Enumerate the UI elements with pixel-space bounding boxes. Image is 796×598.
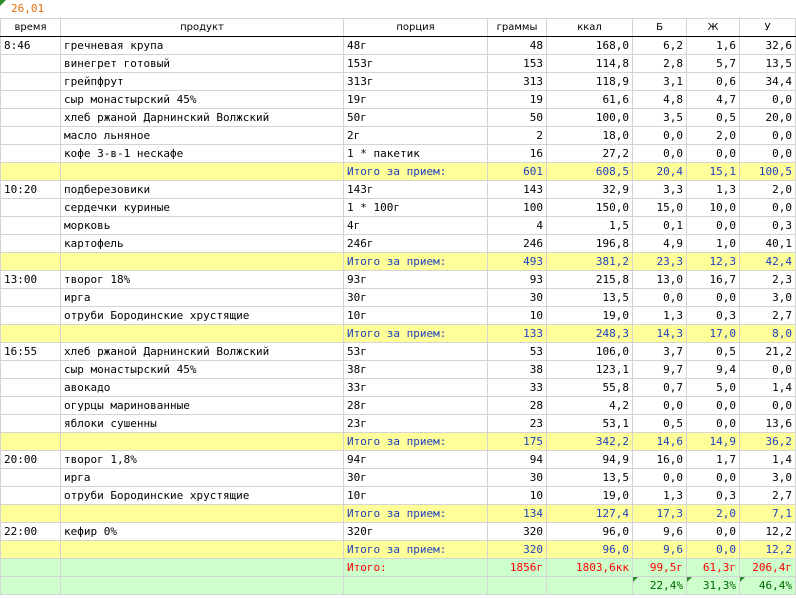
header-kcal[interactable]: ккал [547, 19, 633, 37]
product-cell[interactable]: картофель [61, 235, 344, 253]
fat-cell[interactable]: 1,7 [687, 451, 740, 469]
subtotal-fat[interactable]: 15,1 [687, 163, 740, 181]
total-kcal[interactable]: 1803,6кк [547, 559, 633, 577]
subtotal-protein[interactable]: 14,3 [633, 325, 687, 343]
grams-cell[interactable]: 246 [488, 235, 547, 253]
subtotal-fat[interactable]: 17,0 [687, 325, 740, 343]
portion-cell[interactable]: 93г [344, 271, 488, 289]
portion-cell[interactable]: 33г [344, 379, 488, 397]
header-row [1, 19, 796, 37]
date-cell[interactable] [0, 0, 795, 19]
carbs-cell[interactable]: 0,0 [740, 361, 796, 379]
time-cell[interactable]: 13:00 [1, 271, 61, 289]
carbs-cell[interactable]: 21,2 [740, 343, 796, 361]
product-cell[interactable]: яблоки сушенны [61, 415, 344, 433]
time-cell[interactable] [1, 361, 61, 379]
table-row [1, 55, 796, 73]
table-row [1, 379, 796, 397]
carbs-cell[interactable]: 1,4 [740, 379, 796, 397]
kcal-cell[interactable]: 55,8 [547, 379, 633, 397]
protein-cell[interactable]: 0,0 [633, 397, 687, 415]
header-portion[interactable]: порция [344, 19, 488, 37]
subtotal-grams[interactable]: 601 [488, 163, 547, 181]
table-row [1, 451, 796, 469]
subtotal-label[interactable]: Итого за прием: [344, 163, 488, 181]
protein-cell[interactable]: 0,5 [633, 415, 687, 433]
grams-cell[interactable]: 10 [488, 307, 547, 325]
fat-cell[interactable]: 10,0 [687, 199, 740, 217]
fat-cell[interactable]: 1,6 [687, 37, 740, 55]
table-body [1, 37, 796, 595]
fat-cell[interactable]: 0,6 [687, 73, 740, 91]
carbs-cell[interactable]: 2,7 [740, 487, 796, 505]
table-row [1, 469, 796, 487]
kcal-cell[interactable]: 19,0 [547, 307, 633, 325]
portion-cell[interactable]: 19г [344, 91, 488, 109]
protein-cell[interactable]: 0,0 [633, 145, 687, 163]
table-row [1, 289, 796, 307]
comment-indicator-icon [0, 0, 6, 6]
fat-cell[interactable]: 2,0 [687, 127, 740, 145]
kcal-cell[interactable]: 96,0 [547, 523, 633, 541]
carbs-cell[interactable]: 40,1 [740, 235, 796, 253]
grams-cell[interactable]: 94 [488, 451, 547, 469]
fat-cell[interactable]: 0,3 [687, 307, 740, 325]
kcal-cell[interactable]: 118,9 [547, 73, 633, 91]
product-cell[interactable]: отруби Бородинские хрустящие [61, 307, 344, 325]
fat-cell[interactable]: 16,7 [687, 271, 740, 289]
subtotal-carbs[interactable]: 7,1 [740, 505, 796, 523]
table-row [1, 361, 796, 379]
empty-cell[interactable] [61, 163, 344, 181]
fat-cell[interactable]: 0,3 [687, 487, 740, 505]
protein-cell[interactable]: 2,8 [633, 55, 687, 73]
subtotal-carbs[interactable]: 8,0 [740, 325, 796, 343]
product-cell[interactable]: отруби Бородинские хрустящие [61, 487, 344, 505]
grams-cell[interactable]: 153 [488, 55, 547, 73]
fat-cell[interactable]: 0,0 [687, 217, 740, 235]
kcal-cell[interactable]: 106,0 [547, 343, 633, 361]
portion-cell[interactable]: 313г [344, 73, 488, 91]
time-cell[interactable] [1, 487, 61, 505]
table-row [1, 145, 796, 163]
portion-cell[interactable]: 320г [344, 523, 488, 541]
kcal-cell[interactable]: 27,2 [547, 145, 633, 163]
subtotal-grams[interactable]: 133 [488, 325, 547, 343]
subtotal-kcal[interactable]: 127,4 [547, 505, 633, 523]
protein-cell[interactable]: 9,6 [633, 523, 687, 541]
carbs-cell[interactable]: 0,0 [740, 127, 796, 145]
carbs-cell[interactable]: 32,6 [740, 37, 796, 55]
subtotal-fat[interactable]: 14,9 [687, 433, 740, 451]
protein-cell[interactable]: 0,7 [633, 379, 687, 397]
subtotal-carbs[interactable]: 42,4 [740, 253, 796, 271]
carbs-cell[interactable]: 3,0 [740, 469, 796, 487]
carbs-cell[interactable]: 2,7 [740, 307, 796, 325]
fat-cell[interactable]: 1,3 [687, 181, 740, 199]
subtotal-label[interactable]: Итого за прием: [344, 325, 488, 343]
day-total-row [1, 559, 796, 577]
header-protein[interactable]: Б [633, 19, 687, 37]
grams-cell[interactable]: 2 [488, 127, 547, 145]
kcal-cell[interactable]: 215,8 [547, 271, 633, 289]
subtotal-carbs[interactable]: 36,2 [740, 433, 796, 451]
grams-cell[interactable]: 53 [488, 343, 547, 361]
portion-cell[interactable]: 10г [344, 487, 488, 505]
total-carbs[interactable]: 206,4г [740, 559, 796, 577]
portion-cell[interactable]: 143г [344, 181, 488, 199]
product-cell[interactable]: гречневая крупа [61, 37, 344, 55]
percent-carbs[interactable]: 46,4% [740, 577, 796, 595]
product-cell[interactable]: хлеб ржаной Дарнинский Волжский [61, 109, 344, 127]
header-time[interactable]: время [1, 19, 61, 37]
carbs-cell[interactable]: 2,0 [740, 181, 796, 199]
product-cell[interactable]: сыр монастырский 45% [61, 361, 344, 379]
time-cell[interactable]: 20:00 [1, 451, 61, 469]
carbs-cell[interactable]: 2,3 [740, 271, 796, 289]
kcal-cell[interactable]: 1,5 [547, 217, 633, 235]
protein-cell[interactable]: 0,1 [633, 217, 687, 235]
total-protein[interactable]: 99,5г [633, 559, 687, 577]
time-cell[interactable] [1, 145, 61, 163]
time-cell[interactable] [1, 379, 61, 397]
carbs-cell[interactable]: 13,5 [740, 55, 796, 73]
table-row [1, 73, 796, 91]
fat-cell[interactable]: 1,0 [687, 235, 740, 253]
grams-cell[interactable]: 313 [488, 73, 547, 91]
empty-cell[interactable] [488, 577, 547, 595]
macro-percent-row [1, 577, 796, 595]
product-cell[interactable]: кофе 3-в-1 нескафе [61, 145, 344, 163]
protein-cell[interactable]: 0,0 [633, 289, 687, 307]
product-cell[interactable]: грейпфрут [61, 73, 344, 91]
carbs-cell[interactable]: 0,0 [740, 397, 796, 415]
time-cell[interactable] [1, 217, 61, 235]
meal-subtotal-row [1, 541, 796, 559]
total-grams[interactable]: 1856г [488, 559, 547, 577]
subtotal-kcal[interactable]: 96,0 [547, 541, 633, 559]
table-row [1, 397, 796, 415]
date-label: 26,01 [11, 2, 45, 15]
protein-cell[interactable]: 16,0 [633, 451, 687, 469]
subtotal-fat[interactable]: 0,0 [687, 541, 740, 559]
grams-cell[interactable]: 16 [488, 145, 547, 163]
subtotal-kcal[interactable]: 381,2 [547, 253, 633, 271]
product-cell[interactable]: ирга [61, 289, 344, 307]
portion-cell[interactable]: 4г [344, 217, 488, 235]
table-row [1, 271, 796, 289]
subtotal-fat[interactable]: 2,0 [687, 505, 740, 523]
fat-cell[interactable]: 0,0 [687, 415, 740, 433]
product-cell[interactable]: сердечки куриные [61, 199, 344, 217]
fat-cell[interactable]: 0,0 [687, 523, 740, 541]
product-cell[interactable]: масло льняное [61, 127, 344, 145]
protein-cell[interactable]: 0,0 [633, 127, 687, 145]
protein-cell[interactable]: 3,3 [633, 181, 687, 199]
carbs-cell[interactable]: 34,4 [740, 73, 796, 91]
portion-cell[interactable]: 30г [344, 289, 488, 307]
subtotal-protein[interactable]: 9,6 [633, 541, 687, 559]
time-cell[interactable] [1, 109, 61, 127]
time-cell[interactable] [1, 397, 61, 415]
carbs-cell[interactable]: 0,0 [740, 199, 796, 217]
meal-subtotal-row [1, 163, 796, 181]
empty-cell[interactable] [61, 253, 344, 271]
subtotal-kcal[interactable]: 248,3 [547, 325, 633, 343]
protein-cell[interactable]: 3,5 [633, 109, 687, 127]
product-cell[interactable]: авокадо [61, 379, 344, 397]
time-cell[interactable] [1, 55, 61, 73]
table-row [1, 91, 796, 109]
grams-cell[interactable]: 33 [488, 379, 547, 397]
total-label[interactable]: Итого: [344, 559, 488, 577]
fat-cell[interactable]: 0,0 [687, 397, 740, 415]
subtotal-protein[interactable]: 14,6 [633, 433, 687, 451]
subtotal-protein[interactable]: 20,4 [633, 163, 687, 181]
header-grams[interactable]: граммы [488, 19, 547, 37]
grams-cell[interactable]: 143 [488, 181, 547, 199]
fat-cell[interactable]: 0,5 [687, 343, 740, 361]
protein-cell[interactable]: 9,7 [633, 361, 687, 379]
table-row [1, 181, 796, 199]
portion-cell[interactable]: 94г [344, 451, 488, 469]
table-row [1, 415, 796, 433]
empty-cell[interactable] [1, 433, 61, 451]
subtotal-kcal[interactable]: 342,2 [547, 433, 633, 451]
product-cell[interactable]: подберезовики [61, 181, 344, 199]
portion-cell[interactable]: 1 * 100г [344, 199, 488, 217]
protein-cell[interactable]: 1,3 [633, 307, 687, 325]
portion-cell[interactable]: 48г [344, 37, 488, 55]
subtotal-grams[interactable]: 320 [488, 541, 547, 559]
time-cell[interactable] [1, 469, 61, 487]
empty-cell[interactable] [61, 325, 344, 343]
empty-cell[interactable] [1, 541, 61, 559]
portion-cell[interactable]: 153г [344, 55, 488, 73]
subtotal-grams[interactable]: 134 [488, 505, 547, 523]
empty-cell[interactable] [61, 505, 344, 523]
time-cell[interactable] [1, 199, 61, 217]
kcal-cell[interactable]: 53,1 [547, 415, 633, 433]
protein-cell[interactable]: 3,7 [633, 343, 687, 361]
time-cell[interactable] [1, 307, 61, 325]
percent-protein[interactable]: 22,4% [633, 577, 687, 595]
fat-cell[interactable]: 5,0 [687, 379, 740, 397]
subtotal-protein[interactable]: 23,3 [633, 253, 687, 271]
time-cell[interactable] [1, 289, 61, 307]
fat-cell[interactable]: 0,0 [687, 289, 740, 307]
empty-cell[interactable] [1, 505, 61, 523]
protein-cell[interactable]: 0,0 [633, 469, 687, 487]
subtotal-kcal[interactable]: 608,5 [547, 163, 633, 181]
kcal-cell[interactable]: 168,0 [547, 37, 633, 55]
table-row [1, 487, 796, 505]
kcal-cell[interactable]: 13,5 [547, 469, 633, 487]
grams-cell[interactable]: 48 [488, 37, 547, 55]
empty-cell[interactable] [1, 559, 61, 577]
product-cell[interactable]: творог 18% [61, 271, 344, 289]
empty-cell[interactable] [344, 577, 488, 595]
subtotal-grams[interactable]: 175 [488, 433, 547, 451]
kcal-cell[interactable]: 196,8 [547, 235, 633, 253]
table-row [1, 217, 796, 235]
table-row [1, 343, 796, 361]
kcal-cell[interactable]: 4,2 [547, 397, 633, 415]
empty-cell[interactable] [61, 577, 344, 595]
kcal-cell[interactable]: 19,0 [547, 487, 633, 505]
grams-cell[interactable]: 30 [488, 469, 547, 487]
carbs-cell[interactable]: 13,6 [740, 415, 796, 433]
table-row [1, 523, 796, 541]
product-cell[interactable]: творог 1,8% [61, 451, 344, 469]
carbs-cell[interactable]: 0,0 [740, 91, 796, 109]
carbs-cell[interactable]: 0,3 [740, 217, 796, 235]
portion-cell[interactable]: 10г [344, 307, 488, 325]
subtotal-fat[interactable]: 12,3 [687, 253, 740, 271]
carbs-cell[interactable]: 12,2 [740, 523, 796, 541]
grams-cell[interactable]: 320 [488, 523, 547, 541]
protein-cell[interactable]: 3,1 [633, 73, 687, 91]
time-cell[interactable]: 8:46 [1, 37, 61, 55]
product-cell[interactable]: сыр монастырский 45% [61, 91, 344, 109]
empty-cell[interactable] [547, 577, 633, 595]
meal-subtotal-row [1, 325, 796, 343]
portion-cell[interactable]: 50г [344, 109, 488, 127]
product-cell[interactable]: кефир 0% [61, 523, 344, 541]
subtotal-label[interactable]: Итого за прием: [344, 433, 488, 451]
portion-cell[interactable]: 28г [344, 397, 488, 415]
grams-cell[interactable]: 93 [488, 271, 547, 289]
meal-subtotal-row [1, 433, 796, 451]
table-row [1, 307, 796, 325]
kcal-cell[interactable]: 18,0 [547, 127, 633, 145]
kcal-cell[interactable]: 32,9 [547, 181, 633, 199]
header-product[interactable]: продукт [61, 19, 344, 37]
fat-cell[interactable]: 4,7 [687, 91, 740, 109]
header-fat[interactable]: Ж [687, 19, 740, 37]
time-cell[interactable] [1, 235, 61, 253]
protein-cell[interactable]: 4,8 [633, 91, 687, 109]
kcal-cell[interactable]: 94,9 [547, 451, 633, 469]
protein-cell[interactable]: 13,0 [633, 271, 687, 289]
fat-cell[interactable]: 5,7 [687, 55, 740, 73]
portion-cell[interactable]: 30г [344, 469, 488, 487]
time-cell[interactable] [1, 415, 61, 433]
nutrition-table [0, 18, 796, 595]
portion-cell[interactable]: 2г [344, 127, 488, 145]
portion-cell[interactable]: 38г [344, 361, 488, 379]
kcal-cell[interactable]: 100,0 [547, 109, 633, 127]
subtotal-label[interactable]: Итого за прием: [344, 541, 488, 559]
carbs-cell[interactable]: 0,0 [740, 145, 796, 163]
table-row [1, 235, 796, 253]
total-fat[interactable]: 61,3г [687, 559, 740, 577]
grams-cell[interactable]: 4 [488, 217, 547, 235]
time-cell[interactable] [1, 73, 61, 91]
table-row [1, 37, 796, 55]
carbs-cell[interactable]: 20,0 [740, 109, 796, 127]
product-cell[interactable]: ирга [61, 469, 344, 487]
time-cell[interactable]: 10:20 [1, 181, 61, 199]
empty-cell[interactable] [61, 541, 344, 559]
grams-cell[interactable]: 10 [488, 487, 547, 505]
empty-cell[interactable] [1, 163, 61, 181]
meal-subtotal-row [1, 505, 796, 523]
kcal-cell[interactable]: 13,5 [547, 289, 633, 307]
fat-cell[interactable]: 0,0 [687, 145, 740, 163]
kcal-cell[interactable]: 123,1 [547, 361, 633, 379]
meal-subtotal-row [1, 253, 796, 271]
kcal-cell[interactable]: 61,6 [547, 91, 633, 109]
empty-cell[interactable] [61, 559, 344, 577]
carbs-cell[interactable]: 1,4 [740, 451, 796, 469]
header-carbs[interactable]: У [740, 19, 796, 37]
empty-cell[interactable] [1, 325, 61, 343]
grams-cell[interactable]: 38 [488, 361, 547, 379]
grams-cell[interactable]: 50 [488, 109, 547, 127]
protein-cell[interactable]: 15,0 [633, 199, 687, 217]
time-cell[interactable]: 22:00 [1, 523, 61, 541]
fat-cell[interactable]: 0,5 [687, 109, 740, 127]
subtotal-label[interactable]: Итого за прием: [344, 253, 488, 271]
time-cell[interactable] [1, 127, 61, 145]
empty-cell[interactable] [61, 433, 344, 451]
product-cell[interactable]: огурцы маринованные [61, 397, 344, 415]
grams-cell[interactable]: 19 [488, 91, 547, 109]
percent-fat[interactable]: 31,3% [687, 577, 740, 595]
table-row [1, 199, 796, 217]
table-row [1, 109, 796, 127]
grams-cell[interactable]: 23 [488, 415, 547, 433]
time-cell[interactable] [1, 91, 61, 109]
protein-cell[interactable]: 1,3 [633, 487, 687, 505]
kcal-cell[interactable]: 114,8 [547, 55, 633, 73]
fat-cell[interactable]: 0,0 [687, 469, 740, 487]
kcal-cell[interactable]: 150,0 [547, 199, 633, 217]
time-cell[interactable]: 16:55 [1, 343, 61, 361]
empty-cell[interactable] [1, 253, 61, 271]
fat-cell[interactable]: 9,4 [687, 361, 740, 379]
protein-cell[interactable]: 4,9 [633, 235, 687, 253]
product-cell[interactable]: морковь [61, 217, 344, 235]
portion-cell[interactable]: 53г [344, 343, 488, 361]
portion-cell[interactable]: 23г [344, 415, 488, 433]
subtotal-carbs[interactable]: 100,5 [740, 163, 796, 181]
empty-cell[interactable] [1, 577, 61, 595]
subtotal-grams[interactable]: 493 [488, 253, 547, 271]
product-cell[interactable]: винегрет готовый [61, 55, 344, 73]
portion-cell[interactable]: 246г [344, 235, 488, 253]
subtotal-protein[interactable]: 17,3 [633, 505, 687, 523]
carbs-cell[interactable]: 3,0 [740, 289, 796, 307]
product-cell[interactable]: хлеб ржаной Дарнинский Волжский [61, 343, 344, 361]
protein-cell[interactable]: 6,2 [633, 37, 687, 55]
grams-cell[interactable]: 100 [488, 199, 547, 217]
subtotal-label[interactable]: Итого за прием: [344, 505, 488, 523]
grams-cell[interactable]: 30 [488, 289, 547, 307]
grams-cell[interactable]: 28 [488, 397, 547, 415]
table-row [1, 127, 796, 145]
portion-cell[interactable]: 1 * пакетик [344, 145, 488, 163]
subtotal-carbs[interactable]: 12,2 [740, 541, 796, 559]
